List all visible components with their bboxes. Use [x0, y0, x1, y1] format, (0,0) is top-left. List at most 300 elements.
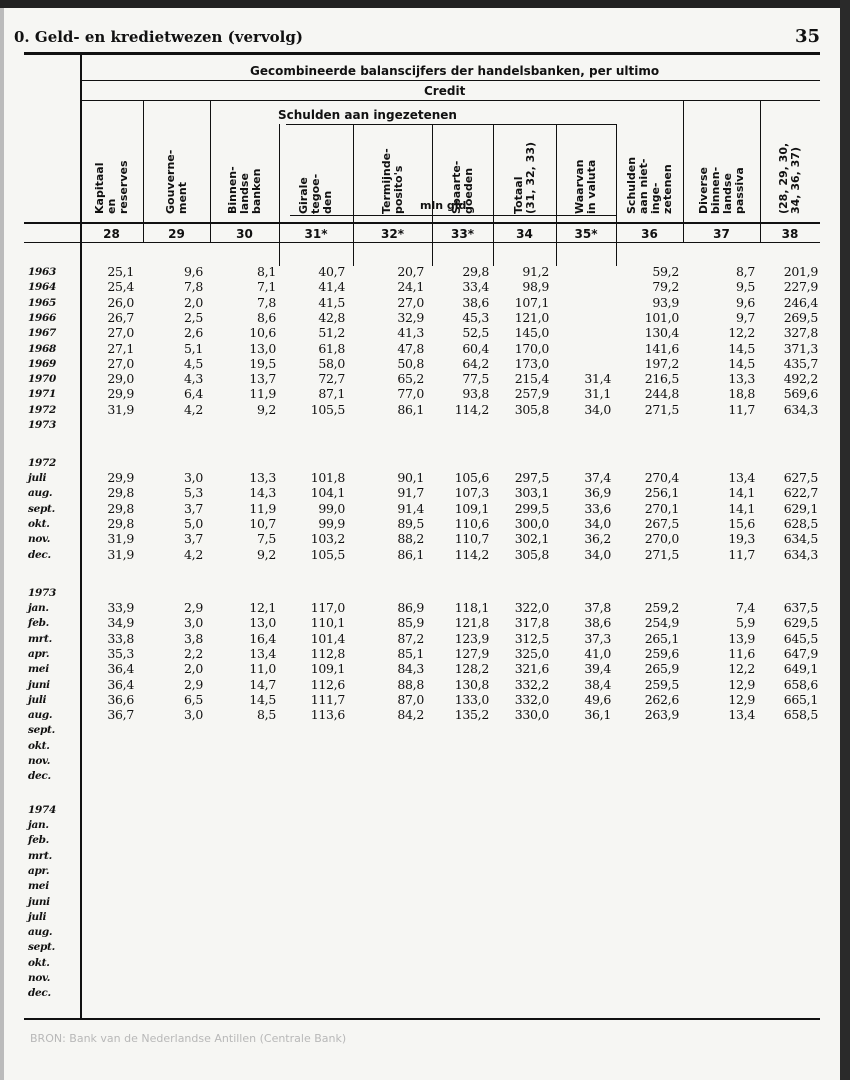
column-number: 37 — [713, 227, 730, 241]
month-row-cell: 12,2 — [728, 661, 755, 677]
column-divider — [493, 124, 494, 266]
year-row-cell: 91,2 — [522, 264, 549, 279]
row-label: juli — [28, 472, 47, 484]
month-row-cell: 254,9 — [644, 615, 679, 631]
month-row-cell: 36,4 — [107, 661, 134, 677]
year-row-cell: 18,8 — [728, 386, 755, 402]
month-row-cell: 90,1 — [397, 470, 424, 485]
year-row-cell: 173,0 — [514, 355, 549, 371]
year-row-cell: 77,0 — [397, 386, 424, 402]
source-note: BRON: Bank van de Nederlandse Antillen (Centrale Bank) — [30, 1032, 347, 1045]
month-row-cell: 112,6 — [310, 676, 345, 692]
column-divider — [683, 100, 684, 242]
year-row-cell: 327,8 — [783, 325, 818, 341]
column-header-line: (31, 32, 33) — [523, 142, 537, 214]
year-row-cell: 7,8 — [257, 294, 276, 310]
month-row-cell: 647,9 — [783, 645, 818, 661]
year-row-cell: 52,5 — [462, 325, 489, 341]
month-row-cell: 33,9 — [107, 600, 134, 615]
month-row-cell: 33,6 — [584, 500, 611, 516]
month-row-cell: 267,5 — [644, 515, 679, 531]
year-row-cell: 14,5 — [728, 355, 755, 371]
year-row-cell: 2,0 — [184, 294, 203, 310]
row-label: dec. — [28, 548, 51, 561]
column-divider — [210, 100, 211, 242]
year-row-cell: 40,7 — [318, 264, 345, 279]
year-row-cell: 32,9 — [397, 309, 424, 325]
row-label: apr. — [28, 864, 50, 877]
row-label: sept. — [28, 724, 55, 737]
month-row-cell: 8,5 — [257, 707, 276, 723]
month-row-cell: 330,0 — [514, 707, 549, 723]
section-title: 0. Geld- en kredietwezen (vervolg) — [14, 28, 303, 46]
month-row-cell: 14,1 — [728, 485, 755, 501]
year-row-cell: 10,6 — [249, 325, 276, 341]
year-row-cell: 27,0 — [107, 355, 134, 371]
row-label: 1973 — [28, 419, 57, 431]
year-row-cell: 11,9 — [249, 386, 276, 402]
month-row-cell: 297,5 — [514, 470, 549, 485]
year-row-cell: 634,3 — [783, 401, 818, 417]
column-header-line: Gouverne- — [163, 149, 177, 214]
column-divider — [556, 124, 557, 266]
month-row-cell: 99,9 — [318, 515, 345, 531]
month-row-cell: 38,4 — [584, 676, 611, 692]
month-row-cell: 103,2 — [310, 531, 345, 547]
month-row-cell: 87,0 — [397, 691, 424, 707]
year-row-cell: 19,5 — [249, 355, 276, 371]
column-header-line: 34, 36, 37) — [789, 147, 802, 214]
month-row-cell: 13,4 — [249, 645, 276, 661]
year-row-cell: 371,3 — [783, 340, 818, 356]
year-row-cell: 4,5 — [184, 355, 203, 371]
row-label: nov. — [28, 755, 51, 767]
month-row-cell: 14,5 — [249, 691, 276, 707]
month-row-cell: 109,1 — [310, 661, 345, 677]
month-row-cell: 332,0 — [514, 691, 549, 707]
month-row-cell: 271,5 — [644, 546, 679, 562]
year-row-cell: 26,0 — [107, 294, 134, 310]
month-row-cell: 312,5 — [514, 630, 549, 646]
row-label: juni — [28, 895, 50, 908]
month-row-cell: 29,8 — [107, 500, 134, 516]
month-row-cell: 87,2 — [397, 630, 424, 646]
year-row-cell: 9,5 — [736, 279, 755, 295]
year-row-cell: 42,8 — [318, 309, 345, 325]
month-row-cell: 629,1 — [783, 500, 818, 516]
column-header-line: Termijnde- — [379, 148, 393, 214]
month-row-cell: 13,0 — [249, 615, 276, 631]
month-row-cell: 128,2 — [454, 661, 489, 677]
row-label: okt. — [28, 956, 50, 969]
month-row-cell: 111,7 — [310, 691, 345, 707]
row-label: 1965 — [28, 296, 57, 309]
year-row-cell: 4,3 — [184, 371, 203, 387]
year-row-cell: 9,6 — [184, 264, 203, 279]
row-label: juli — [28, 910, 47, 923]
month-row-cell: 11,6 — [728, 645, 755, 661]
column-header-line: Totaal — [511, 176, 525, 214]
year-row-cell: 29,9 — [107, 386, 134, 402]
year-row-cell: 9,7 — [736, 309, 755, 325]
month-row-cell: 645,5 — [783, 630, 818, 646]
year-row-cell: 7,1 — [257, 279, 276, 295]
month-row-cell: 11,9 — [249, 500, 276, 516]
month-row-cell: 36,7 — [107, 707, 134, 723]
year-row-cell: 14,5 — [728, 340, 755, 356]
month-row-cell: 14,1 — [728, 500, 755, 516]
month-row-cell: 84,3 — [397, 661, 424, 677]
month-row-cell: 13,9 — [728, 630, 755, 646]
month-row-cell: 101,8 — [310, 470, 345, 485]
year-row-cell: 227,9 — [783, 279, 818, 295]
year-row-cell: 31,1 — [584, 386, 611, 402]
binding-edge — [0, 0, 4, 1080]
row-label: 1969 — [28, 357, 57, 370]
month-row-cell: 104,1 — [310, 485, 345, 501]
row-label: 1963 — [28, 266, 57, 278]
year-row-cell: 29,8 — [462, 264, 489, 279]
year-row-cell: 13,0 — [249, 340, 276, 356]
column-header-line: posito's — [391, 165, 405, 214]
month-row-cell: 3,7 — [184, 531, 203, 547]
month-row-cell: 130,8 — [454, 676, 489, 692]
year-row-cell: 2,5 — [184, 309, 203, 325]
column-number: 31* — [304, 227, 328, 241]
year-row-cell: 65,2 — [397, 371, 424, 387]
month-row-cell: 634,5 — [783, 531, 818, 547]
month-row-cell: 3,8 — [184, 630, 203, 646]
year-row-cell: 27,0 — [397, 294, 424, 310]
column-header-line: ment — [175, 181, 189, 214]
month-row-cell: 265,1 — [644, 630, 679, 646]
year-row-cell: 170,0 — [514, 340, 549, 356]
year-row-cell: 271,5 — [644, 401, 679, 417]
month-row-cell: 36,1 — [584, 707, 611, 723]
month-row-cell: 11,0 — [249, 661, 276, 677]
row-label: 1974 — [28, 804, 57, 816]
row-label: jan. — [28, 602, 49, 614]
column-header-line: Diverse — [696, 167, 710, 214]
column-header-line: passiva — [732, 167, 746, 214]
month-row-cell: 41,0 — [584, 645, 611, 661]
year-row-cell: 121,0 — [514, 309, 549, 325]
month-row-cell: 39,4 — [584, 661, 611, 677]
year-row-cell: 51,2 — [318, 325, 345, 341]
month-row-cell: 649,1 — [783, 661, 818, 677]
month-row-cell: 259,5 — [644, 676, 679, 692]
month-row-cell: 29,9 — [107, 470, 134, 485]
row-label: apr. — [28, 647, 50, 660]
year-row-cell: 41,3 — [397, 325, 424, 341]
year-row-cell: 20,7 — [397, 264, 424, 279]
month-row-cell: 37,4 — [584, 470, 611, 485]
table-title: Gecombineerde balanscijfers der handelsbanken, per ultimo — [250, 64, 660, 78]
column-header-line: aan niet- — [636, 158, 650, 214]
column-number: 38 — [781, 227, 799, 241]
year-row-cell: 141,6 — [644, 340, 679, 356]
month-row-cell: 105,5 — [310, 546, 345, 562]
column-number: 28 — [103, 227, 120, 241]
month-row-cell: 31,9 — [107, 531, 134, 547]
month-row-cell: 4,2 — [184, 546, 203, 562]
table-bottom-rule — [24, 1018, 820, 1020]
scan-border-top — [0, 0, 850, 8]
column-number: 36 — [641, 227, 658, 241]
row-label: 1972 — [28, 403, 57, 416]
column-divider — [279, 124, 280, 266]
row-label: 1968 — [28, 342, 57, 355]
month-row-cell: 634,3 — [783, 546, 818, 562]
column-header-line: den — [321, 190, 334, 214]
month-row-cell: 99,0 — [318, 500, 345, 516]
month-row-cell: 34,9 — [107, 615, 134, 631]
month-row-cell: 270,1 — [644, 500, 679, 516]
column-header-line: Kapitaal — [92, 162, 106, 214]
unit-rule — [290, 215, 616, 216]
year-row-cell: 8,7 — [736, 264, 755, 279]
year-row-cell: 130,4 — [644, 325, 679, 341]
month-row-cell: 29,8 — [107, 515, 134, 531]
month-row-cell: 265,9 — [644, 661, 679, 677]
year-row-cell: 87,1 — [318, 386, 345, 402]
month-row-cell: 35,3 — [107, 645, 134, 661]
column-divider — [143, 100, 144, 242]
year-row-cell: 24,1 — [397, 279, 424, 295]
row-label: sept. — [28, 502, 55, 515]
year-row-cell: 6,4 — [184, 386, 203, 402]
month-row-cell: 36,9 — [584, 485, 611, 501]
year-row-cell: 9,2 — [257, 401, 276, 417]
month-row-cell: 303,1 — [514, 485, 549, 501]
column-header-line: landse — [237, 173, 251, 214]
month-row-cell: 123,9 — [454, 630, 489, 646]
year-row-cell: 31,4 — [584, 371, 611, 387]
column-header-line: tegoe- — [309, 173, 322, 214]
row-label: 1966 — [28, 311, 57, 324]
year-row-cell: 59,2 — [652, 264, 679, 279]
month-row-cell: 86,9 — [397, 600, 424, 615]
year-row-cell: 13,3 — [728, 371, 755, 387]
group-header: Schulden aan ingezetenen — [278, 108, 457, 122]
year-row-cell: 305,8 — [514, 401, 549, 417]
page-number: 35 — [794, 26, 820, 47]
month-row-cell: 13,3 — [249, 470, 276, 485]
year-row-cell: 41,4 — [318, 279, 345, 295]
year-row-cell: 11,7 — [728, 401, 755, 417]
year-row-cell: 61,8 — [318, 340, 345, 356]
column-divider — [616, 124, 617, 266]
year-row-cell: 4,2 — [184, 401, 203, 417]
month-row-cell: 317,8 — [514, 615, 549, 631]
year-row-cell: 41,5 — [318, 294, 345, 310]
year-row-cell: 79,2 — [652, 279, 679, 295]
row-label: okt. — [28, 517, 50, 530]
month-row-cell: 3,7 — [184, 500, 203, 516]
month-row-cell: 86,1 — [397, 546, 424, 562]
month-row-cell: 85,9 — [397, 615, 424, 631]
year-row-cell: 98,9 — [522, 279, 549, 295]
month-row-cell: 135,2 — [454, 707, 489, 723]
month-row-cell: 127,9 — [454, 645, 489, 661]
month-row-cell: 121,8 — [454, 615, 489, 631]
year-row-cell: 93,9 — [652, 294, 679, 310]
row-label: dec. — [28, 770, 51, 783]
row-label: mrt. — [28, 632, 52, 645]
row-label: okt. — [28, 739, 50, 752]
row-label: aug. — [28, 926, 53, 939]
month-row-cell: 101,4 — [310, 630, 345, 646]
month-row-cell: 321,6 — [514, 661, 549, 677]
month-row-cell: 91,7 — [397, 485, 424, 501]
month-row-cell: 2,9 — [184, 600, 203, 615]
row-label: mrt. — [28, 849, 52, 862]
year-row-cell: 435,7 — [783, 355, 818, 371]
column-header-line: zetenen — [660, 164, 674, 214]
month-row-cell: 133,0 — [454, 691, 489, 707]
month-row-cell: 36,2 — [584, 531, 611, 547]
column-header-line: Schulden — [624, 156, 638, 214]
month-row-cell: 627,5 — [783, 470, 818, 485]
column-number: 29 — [168, 227, 185, 241]
column-divider — [432, 124, 433, 266]
row-label: dec. — [28, 987, 51, 1000]
year-row-cell: 216,5 — [644, 371, 679, 387]
month-row-cell: 5,3 — [184, 485, 203, 501]
month-row-cell: 305,8 — [514, 546, 549, 562]
month-row-cell: 19,3 — [728, 531, 755, 547]
row-label: 1964 — [28, 281, 57, 294]
month-row-cell: 263,9 — [644, 707, 679, 723]
month-row-cell: 325,0 — [514, 645, 549, 661]
year-row-cell: 269,5 — [783, 309, 818, 325]
month-row-cell: 89,5 — [397, 515, 424, 531]
month-row-cell: 299,5 — [514, 500, 549, 516]
year-row-cell: 201,9 — [783, 264, 818, 279]
top-rule — [24, 52, 820, 55]
month-row-cell: 114,2 — [454, 546, 489, 562]
column-number: 35* — [574, 227, 598, 241]
year-row-cell: 33,4 — [462, 279, 489, 295]
column-header-line: (28, 29, 30, — [777, 142, 790, 214]
column-number: 33* — [451, 227, 474, 241]
year-row-cell: 12,2 — [728, 325, 755, 341]
month-row-cell: 16,4 — [249, 630, 276, 646]
column-header-line: binnen- — [708, 166, 722, 214]
row-label: juli — [28, 693, 47, 706]
year-row-cell: 77,5 — [462, 371, 489, 387]
column-header-line: landse — [720, 173, 734, 214]
row-label: sept. — [28, 941, 55, 954]
year-row-cell: 64,2 — [462, 355, 489, 371]
column-number: 30 — [236, 227, 253, 241]
month-row-cell: 36,4 — [107, 676, 134, 692]
column-header-line: reserves — [116, 160, 130, 214]
year-row-cell: 9,6 — [736, 294, 755, 310]
year-row-cell: 47,8 — [397, 340, 424, 356]
month-row-cell: 5,0 — [184, 515, 203, 531]
year-row-cell: 246,4 — [783, 294, 818, 310]
month-row-cell: 15,6 — [728, 515, 755, 531]
month-row-cell: 12,1 — [249, 600, 276, 615]
year-row-cell: 107,1 — [514, 294, 549, 310]
month-row-cell: 322,0 — [514, 600, 549, 615]
month-row-cell: 629,5 — [783, 615, 818, 631]
year-row-cell: 8,6 — [257, 309, 276, 325]
month-row-cell: 84,2 — [397, 707, 424, 723]
month-row-cell: 31,9 — [107, 546, 134, 562]
month-row-cell: 3,0 — [184, 615, 203, 631]
month-row-cell: 34,0 — [584, 546, 611, 562]
row-label: mei — [28, 663, 49, 676]
month-row-cell: 10,7 — [249, 515, 276, 531]
month-row-cell: 13,4 — [728, 707, 755, 723]
year-row-cell: 25,4 — [107, 279, 134, 295]
month-row-cell: 332,2 — [514, 676, 549, 692]
month-row-cell: 105,6 — [454, 470, 489, 485]
unit-label: mln gld — [420, 199, 467, 212]
month-row-cell: 658,6 — [783, 676, 818, 692]
column-header-line: in valuta — [585, 159, 598, 214]
year-row-cell: 2,6 — [184, 325, 203, 341]
year-row-cell: 27,0 — [107, 325, 134, 341]
month-row-cell: 91,4 — [397, 500, 424, 516]
month-row-cell: 112,8 — [310, 645, 345, 661]
month-row-cell: 14,3 — [249, 485, 276, 501]
month-row-cell: 38,6 — [584, 615, 611, 631]
month-row-cell: 11,7 — [728, 546, 755, 562]
row-label: 1970 — [28, 373, 57, 386]
year-row-cell: 72,7 — [318, 371, 345, 387]
month-row-cell: 302,1 — [514, 531, 549, 547]
scan-border-right — [840, 0, 850, 1080]
year-row-cell: 5,1 — [184, 340, 203, 356]
year-row-cell: 27,1 — [107, 340, 134, 356]
year-row-cell: 29,0 — [107, 371, 134, 387]
month-row-cell: 36,6 — [107, 691, 134, 707]
month-row-cell: 665,1 — [783, 691, 818, 707]
month-row-cell: 3,0 — [184, 707, 203, 723]
month-row-cell: 49,6 — [584, 691, 611, 707]
month-row-cell: 29,8 — [107, 485, 134, 501]
row-label: aug. — [28, 709, 53, 722]
column-header-line: Binnen- — [225, 166, 239, 214]
month-row-cell: 5,9 — [736, 615, 755, 631]
row-label: feb. — [28, 617, 49, 630]
month-row-cell: 628,5 — [783, 515, 818, 531]
month-row-cell: 14,7 — [249, 676, 276, 692]
month-row-cell: 658,5 — [783, 707, 818, 723]
year-row-cell: 60,4 — [462, 340, 489, 356]
month-row-cell: 107,3 — [454, 485, 489, 501]
month-row-cell: 6,5 — [184, 691, 203, 707]
month-row-cell: 9,2 — [257, 546, 276, 562]
year-row-cell: 569,6 — [783, 386, 818, 402]
year-row-cell: 492,2 — [783, 371, 818, 387]
year-row-cell: 34,0 — [584, 401, 611, 417]
year-row-cell: 114,2 — [454, 401, 489, 417]
month-row-cell: 3,0 — [184, 470, 203, 485]
month-row-cell: 37,3 — [584, 630, 611, 646]
row-label: nov. — [28, 533, 51, 546]
column-header-line: inge- — [648, 182, 662, 214]
column-header-line: Waarvan — [573, 159, 586, 214]
month-row-cell: 259,6 — [644, 645, 679, 661]
row-label: nov. — [28, 972, 51, 984]
year-row-cell: 244,8 — [644, 386, 679, 402]
month-row-cell: 109,1 — [454, 500, 489, 516]
month-row-cell: 637,5 — [783, 600, 818, 615]
